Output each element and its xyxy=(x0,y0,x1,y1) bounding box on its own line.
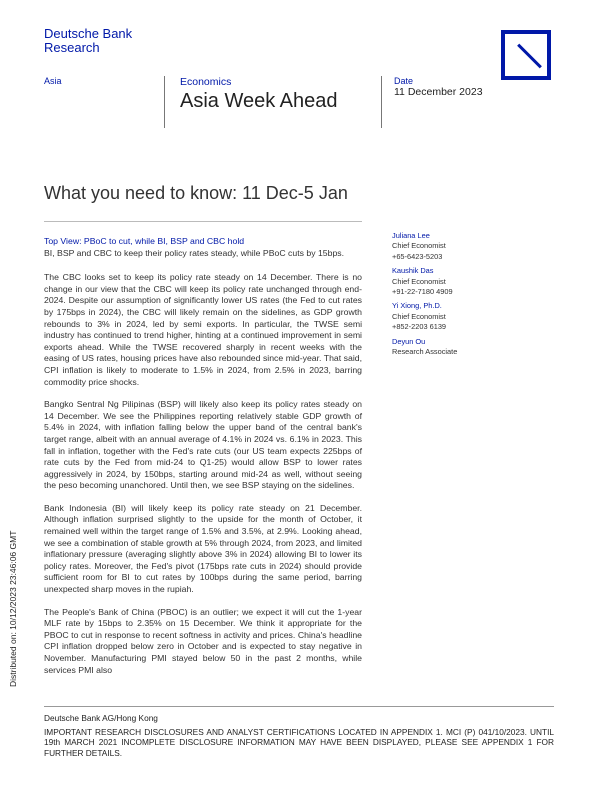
region-label: Asia xyxy=(44,76,62,86)
paragraph-pboc: The People's Bank of China (PBOC) is an outlier; we expect it will cut the 1-year MLF rate by 15bps to 2.35% on 15 December. We think it appropriate for the PBOC to cut in response to recent softness in activity and prices. China's headline CPI inflation dropped below zero in October and is expected to stay negative in November. Manufacturing PMI stayed below 50 in the past 2 months, while services PMI also xyxy=(44,606,362,675)
author-entry xyxy=(392,301,512,332)
date-label: Date xyxy=(394,76,414,86)
footer xyxy=(44,713,554,758)
author-entry xyxy=(392,266,512,297)
headline: What you need to know: 11 Dec-5 Jan xyxy=(44,183,348,203)
article-body xyxy=(44,236,362,687)
footer-rule xyxy=(44,706,554,707)
deutsche-bank-logo-icon xyxy=(501,30,551,80)
footer-company: Deutsche Bank AG/Hong Kong xyxy=(44,713,158,723)
author-phone: +852-2203 6139 xyxy=(392,322,447,332)
brand-line-2: Research xyxy=(44,39,100,55)
paragraph-bsp: Bangko Sentral Ng Pilipinas (BSP) will likely also keep its policy rates steady on 14 December. We see the Philippines reporting relatively stable GDP growth of 5.4% in 2024, with inflation falling below the upper band of the central bank's target range, albeit with an annual average of 4.1% in 2024 vs. 6.1% in 2023. This fall in inflation, together with the Fed's rate cuts (our US team expects 225bps of rate cuts by the Fed from mid-24 to Q1-25) would allow BSP to lower rates aggressively in 2024, by 150bps, starting around mid-24 as well, without seeing the peso becoming unanchored. Until then, we see BSP staying on the sidelines. xyxy=(44,399,362,491)
author-title: Chief Economist xyxy=(392,311,446,321)
author-entry xyxy=(392,231,512,262)
section-label: Economics xyxy=(180,76,232,88)
brand-line-1: Deutsche Bank xyxy=(44,26,133,41)
author-name[interactable]: Yi Xiong, Ph.D. xyxy=(392,301,442,311)
brand-name xyxy=(44,27,132,54)
author-name[interactable]: Deyun Ou xyxy=(392,336,426,346)
footer-disclosure: IMPORTANT RESEARCH DISCLOSURES AND ANALYST CERTIFICATIONS LOCATED IN APPENDIX 1. MCI (P) 041/10/2023. UNTIL 19th MARCH 2021 INCOMPLETE DISCLOSURE INFORMATION MAY HAVE BEEN DISPLAYED, PLEASE SEE APPENDIX 1 FOR FURTHER DETAILS. xyxy=(44,726,554,758)
paragraph-bi: Bank Indonesia (BI) will likely keep its policy rate steady on 21 December. Although inflation surprised slightly to the upside for the month of October, it remained well within the target range of 1.5% and 3.5%, at 2.9%. Looking ahead, we see a combination of stable growth at 5% through 2024, from 2023, and limited inflationary pressure (averaging slightly above 3% in 2024) allowing BI to lower its policy rates. Moreover, the Fed's pivot (175bps rate cuts in 2024) should provide sufficient room for BI to cut rates by 100bps during the same period, barring unexpected sharp moves in the rupiah. xyxy=(44,502,362,595)
date-value: 11 December 2023 xyxy=(394,86,483,98)
author-title: Research Associate xyxy=(392,347,458,357)
paragraph-cbc: The CBC looks set to keep its policy rate steady on 14 December. There is no change in our view that the CBC will keep its policy rate unchanged through end-2024. Despite our assumption of significantly lower US rates (the Fed to cut rates by 175bps in 2024), the CBC will likely remain on the sidelines, as GDP growth rebounds to 3% in 2024, led by semi exports. In particular, the TWSE semi industry has continued to trend higher, hinting at a continued improvement in semi exports ahead. While the TWSE recovered sharply in recent weeks with the easing of US rates, housing prices have also rebounded since mid-year. That said, CPI inflation is likely to moderate to 1.5% in 2024, from 2.5% in 2023, barring commodity price shocks. xyxy=(44,272,362,387)
author-phone: +91-22-7180 4909 xyxy=(392,287,453,297)
author-entry xyxy=(392,337,512,358)
author-name[interactable]: Kaushik Das xyxy=(392,266,434,276)
top-view-summary: BI, BSP and CBC to keep their policy rates steady, while PBoC cuts by 15bps. xyxy=(44,247,345,258)
headline-rule xyxy=(44,221,362,222)
top-view-heading: Top View: PBoC to cut, while BI, BSP and CBC hold xyxy=(44,236,245,246)
author-list xyxy=(392,231,512,361)
author-title: Chief Economist xyxy=(392,241,446,251)
header-divider-right xyxy=(381,76,382,128)
distribution-stamp: Distributed on: 10/12/2023 23:46:06 GMT xyxy=(8,530,18,687)
author-title: Chief Economist xyxy=(392,276,446,286)
author-phone: +65-6423-5203 xyxy=(392,251,443,261)
author-name[interactable]: Juliana Lee xyxy=(392,231,430,240)
page-title: Asia Week Ahead xyxy=(180,90,338,112)
header-divider-left xyxy=(164,76,165,128)
